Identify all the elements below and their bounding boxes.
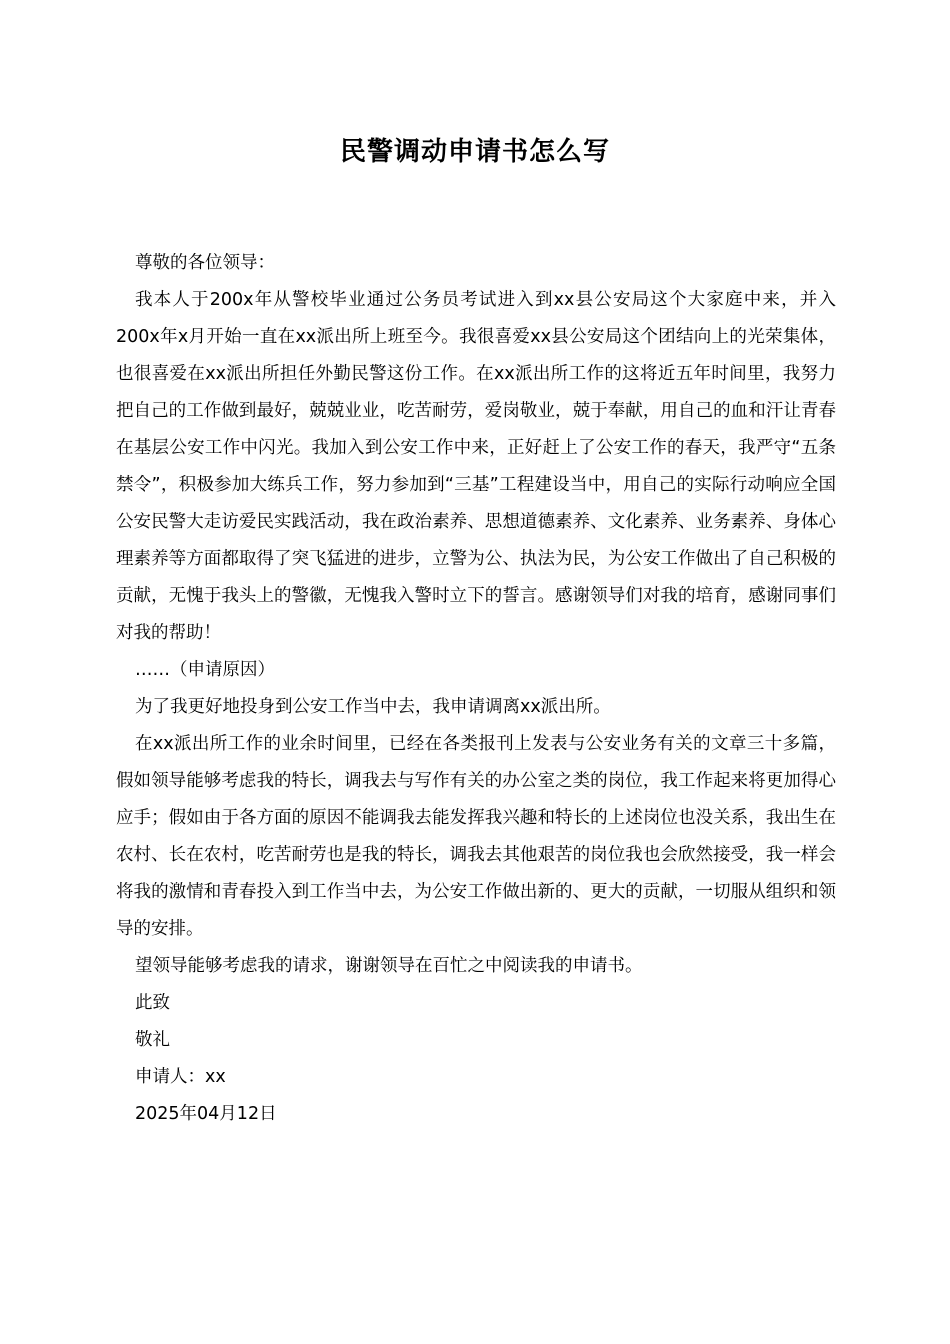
salutation: 尊敬的各位领导：: [135, 253, 275, 273]
application-date: 2025年04月12日: [135, 1104, 277, 1124]
body-paragraph-reason-heading: ……（申请原因）: [135, 660, 275, 680]
closing-line-2: 敬礼: [135, 1030, 170, 1050]
document-body: [116, 245, 836, 1133]
closing-line-1: 此致: [135, 993, 170, 1013]
body-paragraph-details: 在xx派出所工作的业余时间里，已经在各类报刊上发表与公安业务有关的文章三十多篇，假如领导能够考虑我的特长，调我去与写作有关的办公室之类的岗位，我工作起来将更加得心应手；假如由于各方面的原因不能调我去能发挥我兴趣和特长的上述岗位也没关系，我出生在农村、长在农村，吃苦耐劳也是我的特长，调我去其他艰苦的岗位我也会欣然接受，我一样会将我的激情和青春投入到工作当中去，为公安工作做出新的、更大的贡献，一切服从组织和领导的安排。: [116, 734, 836, 939]
body-paragraph-request: 为了我更好地投身到公安工作当中去，我申请调离xx派出所。: [135, 697, 611, 717]
applicant-signature: 申请人：xx: [135, 1067, 226, 1087]
body-paragraph-thanks: 望领导能够考虑我的请求，谢谢领导在百忙之中阅读我的申请书。: [135, 956, 643, 976]
document-title: 民警调动申请书怎么写: [339, 137, 610, 167]
body-paragraph-intro: 我本人于200x年从警校毕业通过公务员考试进入到xx县公安局这个大家庭中来，并入200x年x月开始一直在xx派出所上班至今。我很喜爱xx县公安局这个团结向上的光荣集体，也很喜爱在xx派出所担任外勤民警这份工作。在xx派出所工作的这将近五年时间里，我努力把自己的工作做到最好，兢兢业业，吃苦耐劳，爱岗敬业，兢于奉献，用自己的血和汗让青春在基层公安工作中闪光。我加入到公安工作中来，正好赶上了公安工作的春天，我严守“五条禁令”，积极参加大练兵工作，努力参加到“三基”工程建设当中，用自己的实际行动响应全国公安民警大走访爱民实践活动，我在政治素养、思想道德素养、文化素养、业务素养、身体心理素养等方面都取得了突飞猛进的进步，立警为公、执法为民，为公安工作做出了自己积极的贡献，无愧于我头上的警徽，无愧我入警时立下的誓言。感谢领导们对我的培育，感谢同事们对我的帮助！: [116, 290, 836, 643]
